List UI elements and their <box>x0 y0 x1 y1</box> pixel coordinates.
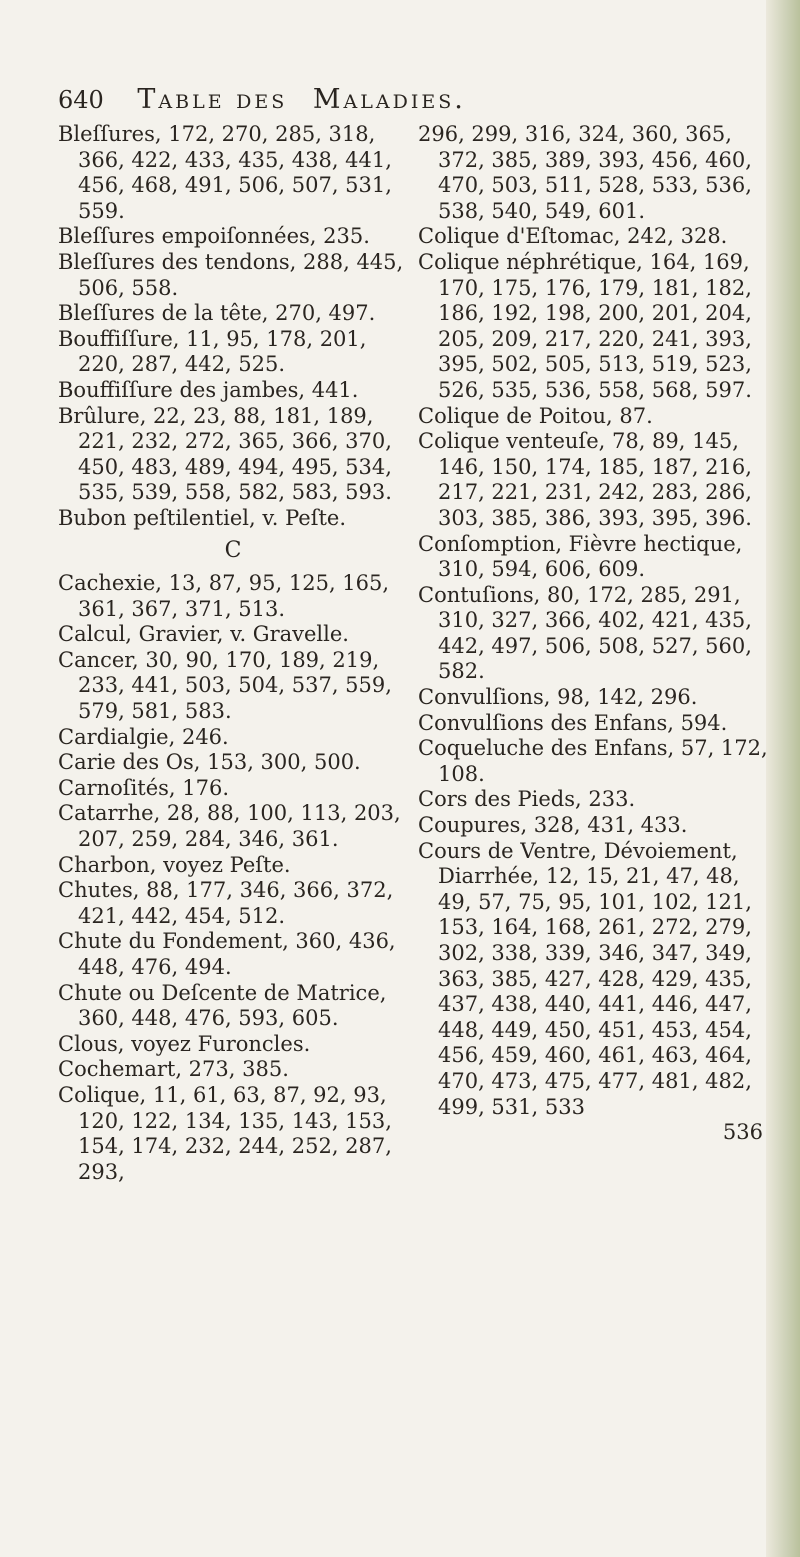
catchword: 536 <box>722 1120 763 1145</box>
index-entry: Bleſſures empoiſonnées, 235. <box>58 224 370 249</box>
index-entry: Conſomption, Fièvre hectique, 310, 594, 606, 609. <box>418 531 743 582</box>
index-entry: Colique, 11, 61, 63, 87, 92, 93, 120, 122, 134, 135, 143, 153, 154, 174, 232, 244, 252, 287, 293, <box>58 1082 392 1184</box>
index-entry: Calcul, Gravier, v. Gravelle. <box>58 622 349 647</box>
index-entry: Cancer, 30, 90, 170, 189, 219, 233, 441, 503, 504, 537, 559, 579, 581, 583. <box>58 647 392 724</box>
entries-b <box>58 122 408 532</box>
index-entry: Colique néphrétique, 164, 169, 170, 175, 176, 179, 181, 182, 186, 192, 198, 200, 201, 204, 205, 209, 217, 220, 241, 393, 395, 502, 505, 513, 519, 523, 526, 535, 536, 558, 568, 597. <box>418 249 752 402</box>
index-entry: Convulſions des Enfans, 594. <box>418 710 728 735</box>
index-entry: Cours de Ventre, Dévoiement, Diarrhée, 12, 15, 21, 47, 48, 49, 57, 75, 95, 101, 102, 121, 153, 164, 168, 261, 272, 279, 302, 338, 339, 346, 347, 349, 363, 385, 427, 428, 429, 435, 437, 438, 440, 441, 446, 447, 448, 449, 450, 451, 453, 454, 456, 459, 460, 461, 463, 464, 470, 473, 475, 477, 481, 482, 499, 531, 533 <box>418 838 752 1119</box>
index-entry: Clous, voyez Furoncles. <box>58 1031 311 1056</box>
index-entry: Colique de Poitou, 87. <box>418 403 653 428</box>
index-entry: Carie des Os, 153, 300, 500. <box>58 750 361 775</box>
index-entry: Bleſſures de la tête, 270, 497. <box>58 301 376 326</box>
index-entry: Cachexie, 13, 87, 95, 125, 165, 361, 367, 371, 513. <box>58 571 390 621</box>
index-entry: Convulſions, 98, 142, 296. <box>418 685 698 710</box>
index-entry: Colique d'Eſtomac, 242, 328. <box>418 224 728 249</box>
index-entry: Chute du Fondement, 360, 436, 448, 476, 494. <box>58 929 396 979</box>
index-entry: Colique venteuſe, 78, 89, 145, 146, 150, 174, 185, 187, 216, 217, 221, 231, 242, 283, 286, 303, 385, 386, 393, 395, 396. <box>418 429 752 530</box>
index-entry: Bouffiſſure, 11, 95, 178, 201, 220, 287, 442, 525. <box>58 326 367 377</box>
index-entry: Cochemart, 273, 385. <box>58 1057 289 1082</box>
entries-c <box>58 571 408 1185</box>
index-entry: Bouffiſſure des jambes, 441. <box>58 377 359 402</box>
index-entry: Chutes, 88, 177, 346, 366, 372, 421, 442, 454, 512. <box>58 878 394 928</box>
index-entry: Brûlure, 22, 23, 88, 181, 189, 221, 232, 272, 365, 366, 370, 450, 483, 489, 494, 495, 534, 535, 539, 558, 582, 583, 593. <box>58 403 392 505</box>
left-column <box>58 122 408 1185</box>
index-entry: Bubon peſtilentiel, v. Peſte. <box>58 505 347 530</box>
header-title-left: Table des <box>137 84 288 115</box>
page-header <box>58 84 778 118</box>
index-entry: Cors des Pieds, 233. <box>418 787 636 812</box>
index-entry: Bleſſures des tendons, 288, 445, 506, 558. <box>58 249 404 300</box>
section-letter: C <box>224 537 242 563</box>
right-column <box>418 122 773 1146</box>
page-number: 640 <box>58 86 104 114</box>
index-entry: Chute ou Deſcente de Matrice, 360, 448, 476, 593, 605. <box>58 980 387 1031</box>
index-entry: Charbon, voyez Peſte. <box>58 852 291 877</box>
index-entry: Bleſſures, 172, 270, 285, 318, 366, 422, 433, 435, 438, 441, 456, 468, 491, 506, 507, 531, 559. <box>58 122 392 223</box>
index-entry: Carnoſités, 176. <box>58 775 230 800</box>
index-entry: Coupures, 328, 431, 433. <box>418 813 688 838</box>
header-title-right: Maladies. <box>312 84 466 115</box>
index-entry: Cardialgie, 246. <box>58 724 229 749</box>
index-entry: 296, 299, 316, 324, 360, 365, 372, 385, 389, 393, 456, 460, 470, 503, 511, 528, 533, 536, 538, 540, 549, 601. <box>418 122 752 223</box>
index-entry: Catarrhe, 28, 88, 100, 113, 203, 207, 259, 284, 346, 361. <box>58 801 401 852</box>
index-entry: Coqueluche des Enfans, 57, 172, 108. <box>418 736 768 786</box>
index-entry: Contuſions, 80, 172, 285, 291, 310, 327, 366, 402, 421, 435, 442, 497, 506, 508, 527, 560, 582. <box>418 582 752 684</box>
